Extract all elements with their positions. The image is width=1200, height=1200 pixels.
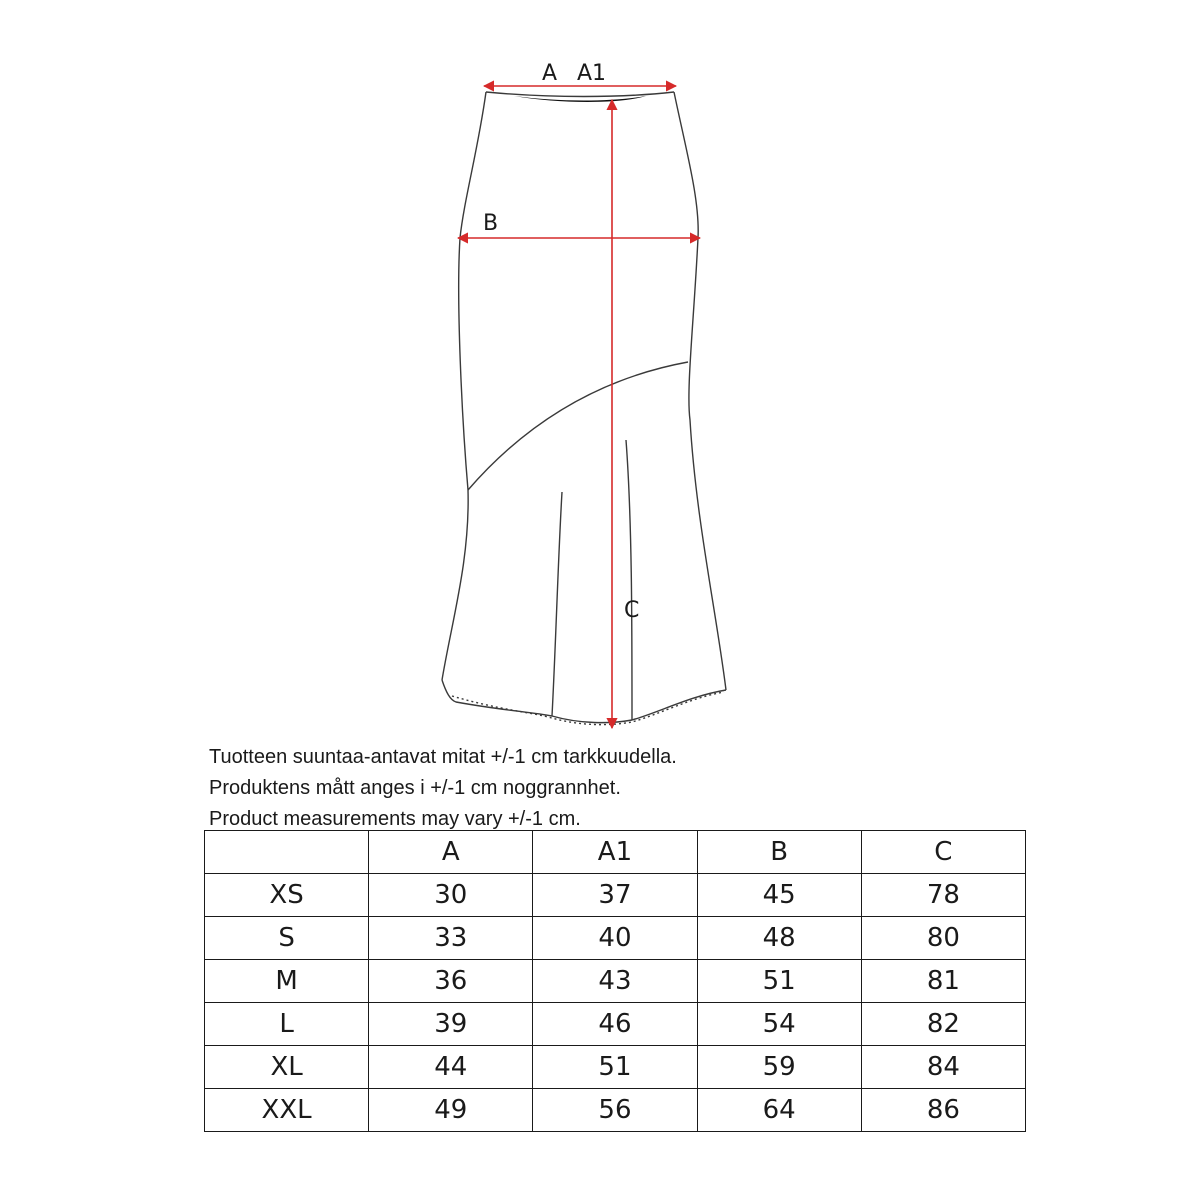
table-row bbox=[205, 1003, 1026, 1046]
size-label: XXL bbox=[205, 1089, 369, 1132]
label-a1: A1 bbox=[577, 61, 607, 86]
table-cell: 30 bbox=[369, 874, 533, 917]
table-cell: 80 bbox=[861, 917, 1025, 960]
skirt-hem bbox=[442, 680, 726, 723]
skirt-outline bbox=[442, 92, 726, 725]
table-cell: 48 bbox=[697, 917, 861, 960]
table-cell: 54 bbox=[697, 1003, 861, 1046]
table-header-row bbox=[205, 831, 1026, 874]
table-cell: 46 bbox=[533, 1003, 697, 1046]
yoke-seam bbox=[468, 362, 688, 490]
table-cell: 36 bbox=[369, 960, 533, 1003]
table-cell: 56 bbox=[533, 1089, 697, 1132]
table-row bbox=[205, 917, 1026, 960]
header-cell-c: C bbox=[861, 831, 1025, 874]
table-cell: 59 bbox=[697, 1046, 861, 1089]
skirt-left-side bbox=[442, 92, 486, 680]
skirt-right-side bbox=[674, 92, 726, 690]
table-cell: 45 bbox=[697, 874, 861, 917]
measurement-notes bbox=[209, 742, 1109, 835]
table-cell: 82 bbox=[861, 1003, 1025, 1046]
table-cell: 51 bbox=[697, 960, 861, 1003]
label-a: A bbox=[542, 61, 558, 86]
size-label: XS bbox=[205, 874, 369, 917]
size-label: M bbox=[205, 960, 369, 1003]
size-label: S bbox=[205, 917, 369, 960]
waistband-top bbox=[486, 92, 674, 97]
label-b: B bbox=[483, 211, 499, 236]
table-row bbox=[205, 874, 1026, 917]
table-cell: 78 bbox=[861, 874, 1025, 917]
table-cell: 81 bbox=[861, 960, 1025, 1003]
header-cell-a: A bbox=[369, 831, 533, 874]
table-cell: 39 bbox=[369, 1003, 533, 1046]
table-cell: 37 bbox=[533, 874, 697, 917]
header-cell-a1: A1 bbox=[533, 831, 697, 874]
table-cell: 43 bbox=[533, 960, 697, 1003]
table-cell: 86 bbox=[861, 1089, 1025, 1132]
table-cell: 64 bbox=[697, 1089, 861, 1132]
table-cell: 44 bbox=[369, 1046, 533, 1089]
label-c: C bbox=[624, 598, 640, 623]
size-label: XL bbox=[205, 1046, 369, 1089]
note-swedish: Produktens mått anges i +/-1 cm noggrannhet. bbox=[209, 777, 621, 799]
header-cell-b: B bbox=[697, 831, 861, 874]
note-english: Product measurements may vary +/-1 cm. bbox=[209, 808, 581, 830]
header-cell-corner bbox=[205, 831, 369, 874]
size-label: L bbox=[205, 1003, 369, 1046]
table-row bbox=[205, 1089, 1026, 1132]
table-cell: 49 bbox=[369, 1089, 533, 1132]
table-row bbox=[205, 960, 1026, 1003]
table-row bbox=[205, 1046, 1026, 1089]
table-cell: 51 bbox=[533, 1046, 697, 1089]
size-chart-table bbox=[204, 830, 1026, 1132]
table-cell: 33 bbox=[369, 917, 533, 960]
note-finnish: Tuotteen suuntaa-antavat mitat +/-1 cm tarkkuudella. bbox=[209, 746, 677, 768]
table-cell: 40 bbox=[533, 917, 697, 960]
godet-right-line bbox=[626, 440, 632, 720]
godet-left-line bbox=[552, 492, 562, 716]
table-cell: 84 bbox=[861, 1046, 1025, 1089]
